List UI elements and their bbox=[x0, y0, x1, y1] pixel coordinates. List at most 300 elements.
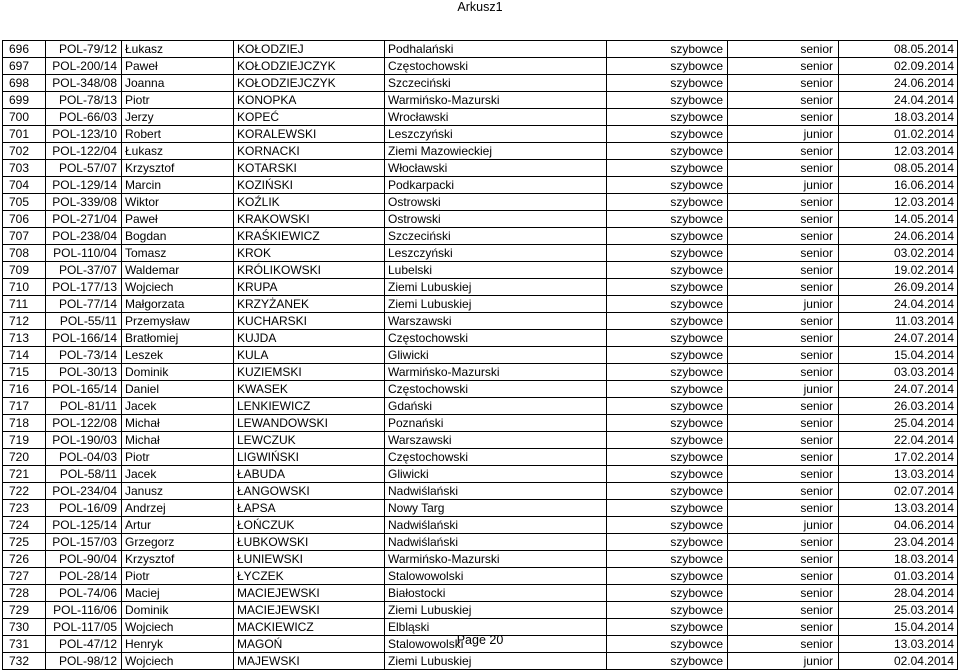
license-cell: POL-77/14 bbox=[46, 296, 122, 313]
date-cell: 12.03.2014 bbox=[839, 194, 958, 211]
date-cell: 08.05.2014 bbox=[839, 160, 958, 177]
table-row bbox=[3, 551, 958, 568]
club-cell: Częstochowski bbox=[385, 449, 607, 466]
first-name-cell: Paweł bbox=[122, 58, 234, 75]
row-number-cell: 718 bbox=[3, 415, 46, 432]
class-cell: szybowce bbox=[607, 126, 728, 143]
club-cell: Ziemi Mazowieckiej bbox=[385, 143, 607, 160]
club-cell: Lubelski bbox=[385, 262, 607, 279]
row-number-cell: 730 bbox=[3, 619, 46, 636]
club-cell: Nadwiślański bbox=[385, 534, 607, 551]
first-name-cell: Wiktor bbox=[122, 194, 234, 211]
table-row bbox=[3, 330, 958, 347]
date-cell: 28.04.2014 bbox=[839, 585, 958, 602]
club-cell: Ziemi Lubuskiej bbox=[385, 296, 607, 313]
last-name-cell: KRZYŻANEK bbox=[234, 296, 385, 313]
date-cell: 24.04.2014 bbox=[839, 296, 958, 313]
last-name-cell: ŁANGOWSKI bbox=[234, 483, 385, 500]
category-cell: senior bbox=[728, 398, 839, 415]
first-name-cell: Wojciech bbox=[122, 619, 234, 636]
class-cell: szybowce bbox=[607, 568, 728, 585]
class-cell: szybowce bbox=[607, 211, 728, 228]
row-number-cell: 706 bbox=[3, 211, 46, 228]
row-number-cell: 717 bbox=[3, 398, 46, 415]
date-cell: 15.04.2014 bbox=[839, 619, 958, 636]
row-number-cell: 702 bbox=[3, 143, 46, 160]
class-cell: szybowce bbox=[607, 313, 728, 330]
date-cell: 26.09.2014 bbox=[839, 279, 958, 296]
table-row bbox=[3, 58, 958, 75]
first-name-cell: Janusz bbox=[122, 483, 234, 500]
license-cell: POL-98/12 bbox=[46, 653, 122, 670]
license-cell: POL-348/08 bbox=[46, 75, 122, 92]
class-cell: szybowce bbox=[607, 381, 728, 398]
license-cell: POL-123/10 bbox=[46, 126, 122, 143]
license-cell: POL-117/05 bbox=[46, 619, 122, 636]
row-number-cell: 727 bbox=[3, 568, 46, 585]
first-name-cell: Małgorzata bbox=[122, 296, 234, 313]
category-cell: senior bbox=[728, 109, 839, 126]
club-cell: Warmińsko-Mazurski bbox=[385, 92, 607, 109]
first-name-cell: Bratłomiej bbox=[122, 330, 234, 347]
table-row bbox=[3, 568, 958, 585]
class-cell: szybowce bbox=[607, 58, 728, 75]
first-name-cell: Paweł bbox=[122, 211, 234, 228]
row-number-cell: 728 bbox=[3, 585, 46, 602]
table-row bbox=[3, 585, 958, 602]
date-cell: 26.03.2014 bbox=[839, 398, 958, 415]
table-row bbox=[3, 228, 958, 245]
last-name-cell: KUCHARSKI bbox=[234, 313, 385, 330]
club-cell: Gliwicki bbox=[385, 347, 607, 364]
row-number-cell: 725 bbox=[3, 534, 46, 551]
table-row bbox=[3, 534, 958, 551]
license-cell: POL-190/03 bbox=[46, 432, 122, 449]
class-cell: szybowce bbox=[607, 347, 728, 364]
date-cell: 02.09.2014 bbox=[839, 58, 958, 75]
category-cell: junior bbox=[728, 296, 839, 313]
class-cell: szybowce bbox=[607, 245, 728, 262]
date-cell: 25.04.2014 bbox=[839, 415, 958, 432]
table-body bbox=[3, 41, 958, 670]
club-cell: Podkarpacki bbox=[385, 177, 607, 194]
license-cell: POL-122/08 bbox=[46, 415, 122, 432]
class-cell: szybowce bbox=[607, 279, 728, 296]
club-cell: Gliwicki bbox=[385, 466, 607, 483]
first-name-cell: Łukasz bbox=[122, 143, 234, 160]
club-cell: Częstochowski bbox=[385, 381, 607, 398]
first-name-cell: Artur bbox=[122, 517, 234, 534]
class-cell: szybowce bbox=[607, 296, 728, 313]
category-cell: senior bbox=[728, 585, 839, 602]
last-name-cell: KORNACKI bbox=[234, 143, 385, 160]
category-cell: senior bbox=[728, 279, 839, 296]
category-cell: senior bbox=[728, 534, 839, 551]
license-cell: POL-30/13 bbox=[46, 364, 122, 381]
first-name-cell: Grzegorz bbox=[122, 534, 234, 551]
last-name-cell: ŁUNIEWSKI bbox=[234, 551, 385, 568]
date-cell: 18.03.2014 bbox=[839, 551, 958, 568]
row-number-cell: 703 bbox=[3, 160, 46, 177]
row-number-cell: 697 bbox=[3, 58, 46, 75]
category-cell: senior bbox=[728, 330, 839, 347]
last-name-cell: ŁOŃCZUK bbox=[234, 517, 385, 534]
first-name-cell: Marcin bbox=[122, 177, 234, 194]
first-name-cell: Piotr bbox=[122, 568, 234, 585]
license-cell: POL-339/08 bbox=[46, 194, 122, 211]
date-cell: 24.04.2014 bbox=[839, 92, 958, 109]
table-row bbox=[3, 517, 958, 534]
last-name-cell: ŁUBKOWSKI bbox=[234, 534, 385, 551]
first-name-cell: Wojciech bbox=[122, 653, 234, 670]
class-cell: szybowce bbox=[607, 92, 728, 109]
license-cell: POL-90/04 bbox=[46, 551, 122, 568]
club-cell: Nadwiślański bbox=[385, 517, 607, 534]
date-cell: 13.03.2014 bbox=[839, 500, 958, 517]
category-cell: senior bbox=[728, 432, 839, 449]
class-cell: szybowce bbox=[607, 398, 728, 415]
table-row bbox=[3, 381, 958, 398]
club-cell: Nadwiślański bbox=[385, 483, 607, 500]
first-name-cell: Michał bbox=[122, 415, 234, 432]
club-cell: Włocławski bbox=[385, 160, 607, 177]
row-number-cell: 732 bbox=[3, 653, 46, 670]
date-cell: 03.02.2014 bbox=[839, 245, 958, 262]
date-cell: 08.05.2014 bbox=[839, 41, 958, 58]
table-row bbox=[3, 415, 958, 432]
row-number-cell: 699 bbox=[3, 92, 46, 109]
first-name-cell: Leszek bbox=[122, 347, 234, 364]
first-name-cell: Maciej bbox=[122, 585, 234, 602]
category-cell: senior bbox=[728, 313, 839, 330]
date-cell: 12.03.2014 bbox=[839, 143, 958, 160]
first-name-cell: Krzysztof bbox=[122, 551, 234, 568]
row-number-cell: 705 bbox=[3, 194, 46, 211]
row-number-cell: 696 bbox=[3, 41, 46, 58]
date-cell: 24.07.2014 bbox=[839, 330, 958, 347]
date-cell: 02.04.2014 bbox=[839, 653, 958, 670]
table-row bbox=[3, 653, 958, 670]
last-name-cell: KOŁODZIEJ bbox=[234, 41, 385, 58]
row-number-cell: 724 bbox=[3, 517, 46, 534]
date-cell: 22.04.2014 bbox=[839, 432, 958, 449]
date-cell: 01.03.2014 bbox=[839, 568, 958, 585]
first-name-cell: Waldemar bbox=[122, 262, 234, 279]
license-cell: POL-57/07 bbox=[46, 160, 122, 177]
license-cell: POL-16/09 bbox=[46, 500, 122, 517]
row-number-cell: 721 bbox=[3, 466, 46, 483]
license-cell: POL-166/14 bbox=[46, 330, 122, 347]
class-cell: szybowce bbox=[607, 585, 728, 602]
category-cell: senior bbox=[728, 211, 839, 228]
row-number-cell: 720 bbox=[3, 449, 46, 466]
last-name-cell: KULA bbox=[234, 347, 385, 364]
first-name-cell: Dominik bbox=[122, 602, 234, 619]
category-cell: senior bbox=[728, 602, 839, 619]
table-row bbox=[3, 398, 958, 415]
date-cell: 24.06.2014 bbox=[839, 75, 958, 92]
row-number-cell: 714 bbox=[3, 347, 46, 364]
table-row bbox=[3, 432, 958, 449]
date-cell: 02.07.2014 bbox=[839, 483, 958, 500]
club-cell: Stalowowolski bbox=[385, 636, 607, 653]
club-cell: Leszczyński bbox=[385, 126, 607, 143]
first-name-cell: Andrzej bbox=[122, 500, 234, 517]
first-name-cell: Robert bbox=[122, 126, 234, 143]
class-cell: szybowce bbox=[607, 109, 728, 126]
club-cell: Warszawski bbox=[385, 432, 607, 449]
category-cell: senior bbox=[728, 347, 839, 364]
date-cell: 01.02.2014 bbox=[839, 126, 958, 143]
document-title: Arkusz1 bbox=[457, 0, 503, 14]
table-row bbox=[3, 500, 958, 517]
first-name-cell: Przemysław bbox=[122, 313, 234, 330]
class-cell: szybowce bbox=[607, 228, 728, 245]
class-cell: szybowce bbox=[607, 636, 728, 653]
license-cell: POL-81/11 bbox=[46, 398, 122, 415]
club-cell: Szczeciński bbox=[385, 75, 607, 92]
last-name-cell: LIGWIŃSKI bbox=[234, 449, 385, 466]
last-name-cell: KRAŚKIEWICZ bbox=[234, 228, 385, 245]
category-cell: senior bbox=[728, 194, 839, 211]
last-name-cell: MAJEWSKI bbox=[234, 653, 385, 670]
category-cell: junior bbox=[728, 381, 839, 398]
class-cell: szybowce bbox=[607, 483, 728, 500]
row-number-cell: 704 bbox=[3, 177, 46, 194]
last-name-cell: LEWANDOWSKI bbox=[234, 415, 385, 432]
table-row bbox=[3, 75, 958, 92]
row-number-cell: 707 bbox=[3, 228, 46, 245]
club-cell: Wrocławski bbox=[385, 109, 607, 126]
license-cell: POL-110/04 bbox=[46, 245, 122, 262]
date-cell: 11.03.2014 bbox=[839, 313, 958, 330]
license-cell: POL-74/06 bbox=[46, 585, 122, 602]
class-cell: szybowce bbox=[607, 75, 728, 92]
row-number-cell: 715 bbox=[3, 364, 46, 381]
class-cell: szybowce bbox=[607, 177, 728, 194]
table-row bbox=[3, 211, 958, 228]
last-name-cell: ŁABUDA bbox=[234, 466, 385, 483]
last-name-cell: LENKIEWICZ bbox=[234, 398, 385, 415]
category-cell: junior bbox=[728, 517, 839, 534]
category-cell: senior bbox=[728, 245, 839, 262]
category-cell: senior bbox=[728, 483, 839, 500]
club-cell: Leszczyński bbox=[385, 245, 607, 262]
license-cell: POL-157/03 bbox=[46, 534, 122, 551]
row-number-cell: 701 bbox=[3, 126, 46, 143]
table-row bbox=[3, 313, 958, 330]
club-cell: Elbląski bbox=[385, 619, 607, 636]
first-name-cell: Daniel bbox=[122, 381, 234, 398]
category-cell: senior bbox=[728, 449, 839, 466]
license-cell: POL-66/03 bbox=[46, 109, 122, 126]
class-cell: szybowce bbox=[607, 194, 728, 211]
category-cell: junior bbox=[728, 126, 839, 143]
club-cell: Nowy Targ bbox=[385, 500, 607, 517]
table-row bbox=[3, 466, 958, 483]
table-row bbox=[3, 41, 958, 58]
table-row bbox=[3, 279, 958, 296]
category-cell: senior bbox=[728, 364, 839, 381]
first-name-cell: Bogdan bbox=[122, 228, 234, 245]
row-number-cell: 723 bbox=[3, 500, 46, 517]
category-cell: junior bbox=[728, 177, 839, 194]
class-cell: szybowce bbox=[607, 653, 728, 670]
table-row bbox=[3, 126, 958, 143]
class-cell: szybowce bbox=[607, 432, 728, 449]
date-cell: 14.05.2014 bbox=[839, 211, 958, 228]
table-row bbox=[3, 449, 958, 466]
date-cell: 13.03.2014 bbox=[839, 466, 958, 483]
last-name-cell: LEWCZUK bbox=[234, 432, 385, 449]
row-number-cell: 716 bbox=[3, 381, 46, 398]
table-row bbox=[3, 194, 958, 211]
row-number-cell: 731 bbox=[3, 636, 46, 653]
last-name-cell: KRUPA bbox=[234, 279, 385, 296]
table-row bbox=[3, 109, 958, 126]
first-name-cell: Krzysztof bbox=[122, 160, 234, 177]
category-cell: senior bbox=[728, 58, 839, 75]
table-row bbox=[3, 262, 958, 279]
last-name-cell: ŁYCZEK bbox=[234, 568, 385, 585]
category-cell: senior bbox=[728, 228, 839, 245]
last-name-cell: KOPEĆ bbox=[234, 109, 385, 126]
class-cell: szybowce bbox=[607, 143, 728, 160]
class-cell: szybowce bbox=[607, 262, 728, 279]
club-cell: Białostocki bbox=[385, 585, 607, 602]
club-cell: Warmińsko-Mazurski bbox=[385, 364, 607, 381]
first-name-cell: Piotr bbox=[122, 449, 234, 466]
page-number: Page 20 bbox=[456, 633, 504, 647]
row-number-cell: 711 bbox=[3, 296, 46, 313]
first-name-cell: Tomasz bbox=[122, 245, 234, 262]
date-cell: 03.03.2014 bbox=[839, 364, 958, 381]
last-name-cell: MACIEJEWSKI bbox=[234, 602, 385, 619]
category-cell: senior bbox=[728, 92, 839, 109]
club-cell: Ziemi Lubuskiej bbox=[385, 279, 607, 296]
category-cell: senior bbox=[728, 262, 839, 279]
last-name-cell: KRAKOWSKI bbox=[234, 211, 385, 228]
license-cell: POL-122/04 bbox=[46, 143, 122, 160]
row-number-cell: 712 bbox=[3, 313, 46, 330]
license-cell: POL-28/14 bbox=[46, 568, 122, 585]
category-cell: senior bbox=[728, 619, 839, 636]
first-name-cell: Michał bbox=[122, 432, 234, 449]
category-cell: senior bbox=[728, 466, 839, 483]
table-row bbox=[3, 602, 958, 619]
last-name-cell: KROK bbox=[234, 245, 385, 262]
club-cell: Częstochowski bbox=[385, 58, 607, 75]
last-name-cell: KOTARSKI bbox=[234, 160, 385, 177]
class-cell: szybowce bbox=[607, 517, 728, 534]
class-cell: szybowce bbox=[607, 160, 728, 177]
first-name-cell: Piotr bbox=[122, 92, 234, 109]
category-cell: senior bbox=[728, 551, 839, 568]
club-cell: Ostrowski bbox=[385, 194, 607, 211]
class-cell: szybowce bbox=[607, 415, 728, 432]
license-cell: POL-271/04 bbox=[46, 211, 122, 228]
last-name-cell: KWASEK bbox=[234, 381, 385, 398]
license-cell: POL-37/07 bbox=[46, 262, 122, 279]
table-row bbox=[3, 160, 958, 177]
class-cell: szybowce bbox=[607, 500, 728, 517]
row-number-cell: 698 bbox=[3, 75, 46, 92]
last-name-cell: KOZIŃSKI bbox=[234, 177, 385, 194]
class-cell: szybowce bbox=[607, 330, 728, 347]
club-cell: Częstochowski bbox=[385, 330, 607, 347]
category-cell: senior bbox=[728, 500, 839, 517]
license-cell: POL-116/06 bbox=[46, 602, 122, 619]
class-cell: szybowce bbox=[607, 534, 728, 551]
class-cell: szybowce bbox=[607, 551, 728, 568]
club-cell: Podhalański bbox=[385, 41, 607, 58]
last-name-cell: KOŹLIK bbox=[234, 194, 385, 211]
last-name-cell: MACIEJEWSKI bbox=[234, 585, 385, 602]
last-name-cell: KORALEWSKI bbox=[234, 126, 385, 143]
row-number-cell: 722 bbox=[3, 483, 46, 500]
license-cell: POL-200/14 bbox=[46, 58, 122, 75]
row-number-cell: 729 bbox=[3, 602, 46, 619]
category-cell: senior bbox=[728, 160, 839, 177]
category-cell: junior bbox=[728, 653, 839, 670]
row-number-cell: 700 bbox=[3, 109, 46, 126]
last-name-cell: KUJDA bbox=[234, 330, 385, 347]
last-name-cell: KONOPKA bbox=[234, 92, 385, 109]
date-cell: 25.03.2014 bbox=[839, 602, 958, 619]
row-number-cell: 713 bbox=[3, 330, 46, 347]
license-cell: POL-165/14 bbox=[46, 381, 122, 398]
class-cell: szybowce bbox=[607, 449, 728, 466]
date-cell: 23.04.2014 bbox=[839, 534, 958, 551]
last-name-cell: KOŁODZIEJCZYK bbox=[234, 58, 385, 75]
club-cell: Gdański bbox=[385, 398, 607, 415]
class-cell: szybowce bbox=[607, 466, 728, 483]
first-name-cell: Wojciech bbox=[122, 279, 234, 296]
class-cell: szybowce bbox=[607, 364, 728, 381]
table-row bbox=[3, 296, 958, 313]
license-cell: POL-234/04 bbox=[46, 483, 122, 500]
table-row bbox=[3, 364, 958, 381]
class-cell: szybowce bbox=[607, 619, 728, 636]
last-name-cell: ŁAPSA bbox=[234, 500, 385, 517]
category-cell: senior bbox=[728, 415, 839, 432]
table-row bbox=[3, 483, 958, 500]
first-name-cell: Łukasz bbox=[122, 41, 234, 58]
first-name-cell: Jerzy bbox=[122, 109, 234, 126]
row-number-cell: 709 bbox=[3, 262, 46, 279]
license-cell: POL-73/14 bbox=[46, 347, 122, 364]
date-cell: 19.02.2014 bbox=[839, 262, 958, 279]
category-cell: senior bbox=[728, 75, 839, 92]
license-cell: POL-238/04 bbox=[46, 228, 122, 245]
category-cell: senior bbox=[728, 568, 839, 585]
license-cell: POL-55/11 bbox=[46, 313, 122, 330]
club-cell: Warszawski bbox=[385, 313, 607, 330]
license-cell: POL-47/12 bbox=[46, 636, 122, 653]
club-cell: Poznański bbox=[385, 415, 607, 432]
date-cell: 16.06.2014 bbox=[839, 177, 958, 194]
class-cell: szybowce bbox=[607, 602, 728, 619]
table-row bbox=[3, 177, 958, 194]
license-cell: POL-125/14 bbox=[46, 517, 122, 534]
date-cell: 24.07.2014 bbox=[839, 381, 958, 398]
license-cell: POL-04/03 bbox=[46, 449, 122, 466]
date-cell: 13.03.2014 bbox=[839, 636, 958, 653]
category-cell: senior bbox=[728, 41, 839, 58]
first-name-cell: Jacek bbox=[122, 466, 234, 483]
date-cell: 17.02.2014 bbox=[839, 449, 958, 466]
license-cell: POL-58/11 bbox=[46, 466, 122, 483]
